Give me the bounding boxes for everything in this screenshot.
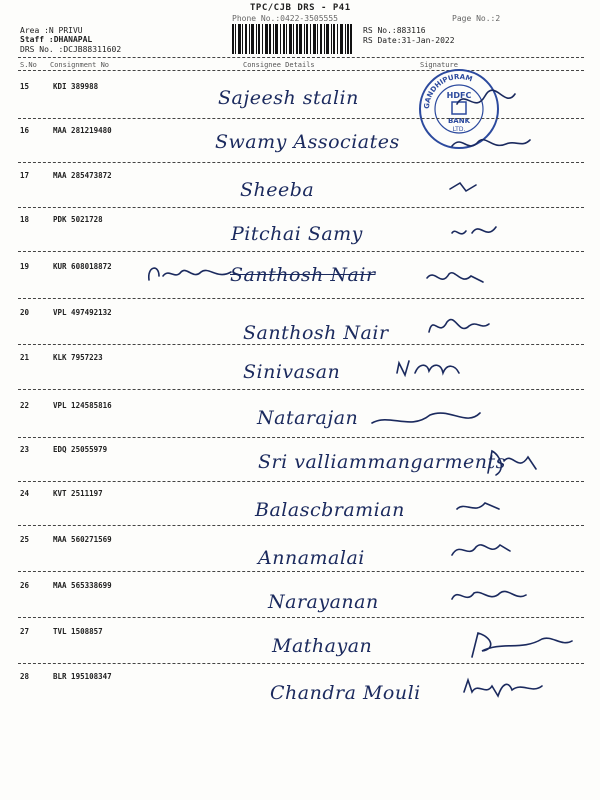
row-number: 21: [20, 353, 30, 362]
row-divider: [18, 118, 584, 119]
area-field: Area :N PRIVU: [20, 26, 83, 35]
row-divider: [18, 389, 584, 390]
stamp-line-1: HDFC: [446, 91, 472, 100]
consignee-name: Sajeesh stalin: [218, 87, 359, 109]
consignment-number: MAA 281219480: [53, 126, 112, 135]
consignee-name: Sheeba: [240, 179, 315, 201]
recipient-signature: [462, 674, 582, 706]
row-divider: [18, 437, 584, 438]
consignee-name: Balascbramian: [255, 499, 405, 521]
row-number: 18: [20, 215, 30, 224]
row-number: 27: [20, 627, 30, 636]
consignee-name: Narayanan: [268, 591, 379, 613]
row-number: 22: [20, 401, 30, 410]
row-divider: [18, 298, 584, 299]
row-divider: [18, 207, 584, 208]
staff-field: Staff :DHANAPAL: [20, 35, 93, 44]
row-number: 19: [20, 262, 30, 271]
phone-number: Phone No.:0422-3505555: [232, 14, 338, 23]
barcode: [232, 24, 352, 54]
row-divider: [18, 251, 584, 252]
consignee-name: Sinivasan: [243, 361, 341, 383]
consignment-number: BLR 195108347: [53, 672, 112, 681]
stamp-text-ring: GANDHIPURAM: [422, 72, 474, 110]
recipient-signature: [450, 537, 570, 569]
consignment-number: EDQ 25055979: [53, 445, 108, 454]
recipient-signature: [395, 355, 515, 387]
recipient-signature: [450, 583, 570, 615]
row-divider: [18, 571, 584, 572]
recipient-signature: [450, 217, 570, 249]
row-number: 26: [20, 581, 30, 590]
consignment-number: KDI 389988: [53, 82, 99, 91]
recipient-signature: [462, 629, 582, 661]
recipient-signature: [455, 491, 575, 523]
consignment-number: TVL 1508857: [53, 627, 103, 636]
recipient-signature: [482, 447, 600, 479]
consignment-number: PDK 5021728: [53, 215, 103, 224]
row-number: 15: [20, 82, 30, 91]
row-number: 20: [20, 308, 30, 317]
consignment-number: MAA 565338699: [53, 581, 112, 590]
row-number: 25: [20, 535, 30, 544]
rs-date: RS Date:31-Jan-2022: [363, 36, 455, 45]
stamp-line-3: LTD.: [452, 126, 466, 133]
consignee-name: Mathayan: [272, 635, 373, 657]
consignment-number: KLK 7957223: [53, 353, 103, 362]
column-consignee: Consignee Details: [243, 61, 315, 69]
recipient-signature: [450, 128, 570, 160]
row-number: 23: [20, 445, 30, 454]
recipient-signature: [455, 84, 575, 116]
consignee-name: Natarajan: [257, 407, 359, 429]
recipient-signature: [425, 264, 545, 296]
consignee-name: Santhosh Nair: [243, 322, 389, 344]
consignment-number: VPL 497492132: [53, 308, 112, 317]
stamp-line-2: BANK: [447, 117, 471, 125]
recipient-signature: [425, 310, 545, 342]
row-number: 16: [20, 126, 30, 135]
row-number: 24: [20, 489, 30, 498]
recipient-signature: [448, 173, 568, 205]
rs-number: RS No.:883116: [363, 26, 426, 35]
row-divider: [18, 617, 584, 618]
row-divider: [18, 162, 584, 163]
consignment-number: KUR 608018872: [53, 262, 112, 271]
page-number: Page No.:2: [452, 14, 501, 23]
consignment-number: KVT 2511197: [53, 489, 103, 498]
row-divider: [18, 663, 584, 664]
drs-number: DRS No. :DCJB88311602: [20, 45, 122, 54]
consignee-name: Swamy Associates: [215, 131, 400, 153]
consignment-number: VPL 124585816: [53, 401, 112, 410]
column-signature: Signature: [420, 61, 458, 69]
header-divider: [18, 57, 584, 58]
consignment-number: MAA 560271569: [53, 535, 112, 544]
consignee-name: Santhosh Nair: [230, 264, 376, 286]
consignee-name: Annamalai: [258, 547, 365, 569]
row-number: 17: [20, 171, 30, 180]
row-divider: [18, 481, 584, 482]
row-divider: [18, 344, 584, 345]
report-title: TPC/CJB DRS - P41: [250, 3, 351, 13]
consignee-name: Chandra Mouli: [270, 682, 421, 704]
scribble-signature: [145, 262, 235, 286]
consignee-name: Sri valliammangarments: [258, 451, 506, 473]
row-number: 28: [20, 672, 30, 681]
recipient-signature: [370, 403, 490, 435]
consignee-name: Pitchai Samy: [231, 223, 363, 245]
column-consignment: Consignment No: [50, 61, 110, 69]
column-sno: S.No: [20, 61, 37, 69]
row-divider: [18, 525, 584, 526]
consignment-number: MAA 285473872: [53, 171, 112, 180]
